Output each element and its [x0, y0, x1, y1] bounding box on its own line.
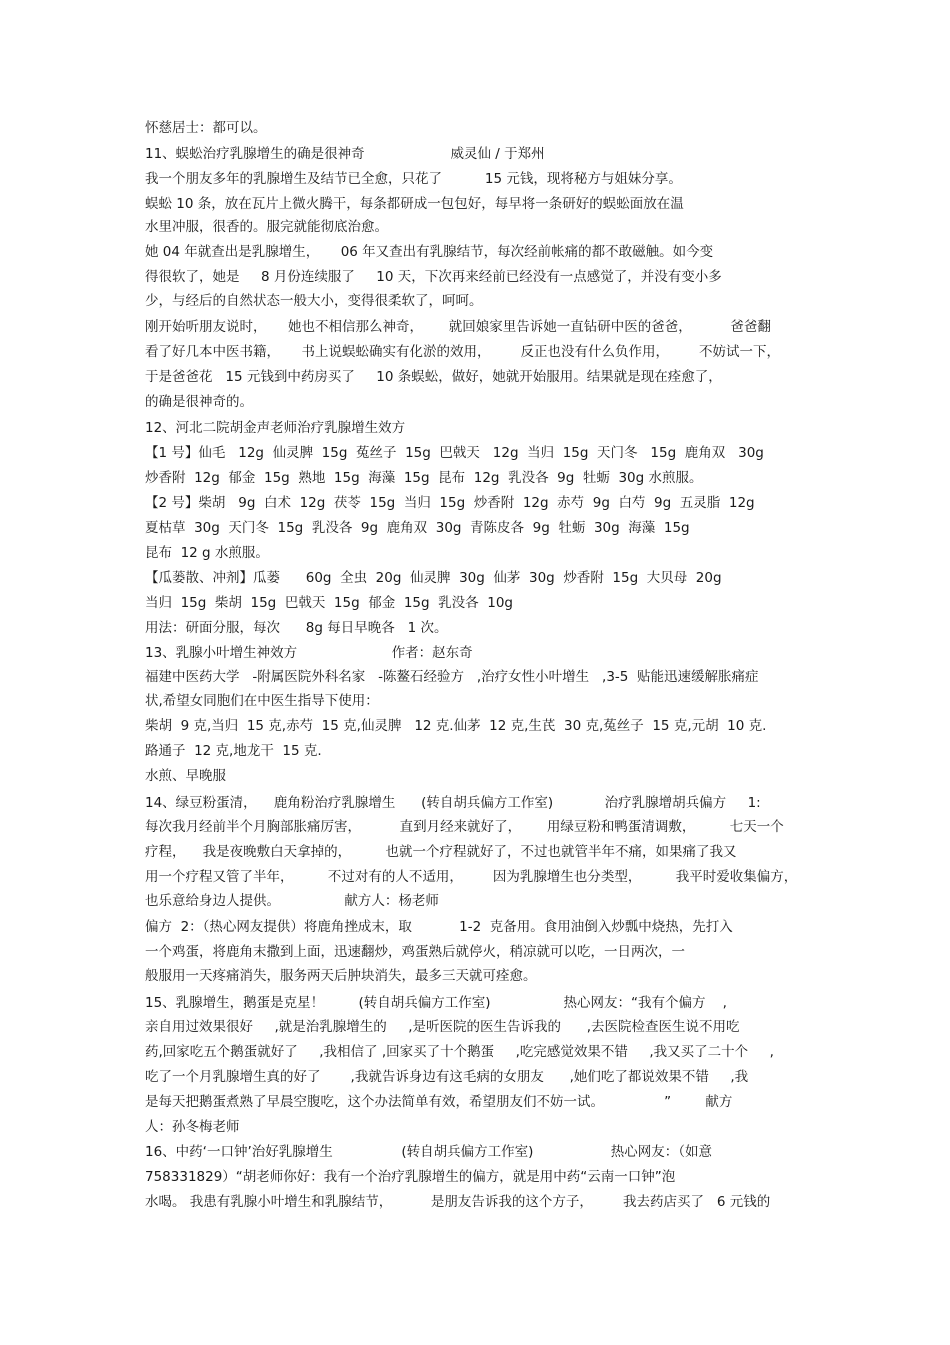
text-line: 是每天把鹅蛋煮熟了早晨空腹吃，这个办法简单有效，希望朋友们不妨一试。 ” 献方 [145, 1094, 733, 1110]
text-line: 看了好几本中医书籍， 书上说蜈蚣确实有化淤的效用， 反正也没有什么负作用， 不妨试一下， [145, 344, 781, 360]
section-heading: 15、乳腺增生，鹅蛋是克星！ (转自胡兵偏方工作室) 热心网友：“我有个偏方 , [145, 995, 727, 1011]
text-line: 【1 号】仙毛 12g 仙灵脾 15g 菟丝子 15g 巴戟天 12g 当归 15g 天门冬 15g 鹿角双 30g [145, 445, 764, 461]
text-line: 夏枯草 30g 天门冬 15g 乳没各 9g 鹿角双 30g 青陈皮各 9g 牡蛎 30g 海藻 15g [145, 520, 690, 536]
text-line: 【瓜蒌散、冲剂】瓜蒌 60g 全虫 20g 仙灵脾 30g 仙茅 30g 炒香附 15g 大贝母 20g [145, 570, 722, 586]
section-heading: 14、绿豆粉蛋清， 鹿角粉治疗乳腺增生 (转自胡兵偏方工作室) 治疗乳腺增胡兵偏方 1: [145, 795, 761, 811]
text-line: 柴胡 9 克,当归 15 克,赤芍 15 克,仙灵脾 12 克.仙茅 12 克,生芪 30 克,菟丝子 15 克,元胡 10 克. [145, 718, 767, 734]
text-line: 状,希望女同胞们在中医生指导下使用： [145, 693, 379, 709]
text-line: 蜈蚣 10 条，放在瓦片上微火腾干，每条都研成一包包好，每早将一条研好的蜈蚣面放在温 [145, 196, 684, 212]
section-heading: 16、中药‘一口钟’治好乳腺增生 (转自胡兵偏方工作室) 热心网友：（如意 [145, 1144, 712, 1160]
text-line: 758331829）“胡老师你好：我有一个治疗乳腺增生的偏方，就是用中药“云南一口钟”泡 [145, 1169, 676, 1185]
text-line: 药,回家吃五个鹅蛋就好了 ,我相信了 ,回家买了十个鹅蛋 ,吃完感觉效果不错 ,我又买了二十个 , [145, 1044, 774, 1060]
text-line: 一个鸡蛋，将鹿角末撒到上面，迅速翻炒，鸡蛋熟后就停火，稍凉就可以吃，一日两次，一 [145, 944, 685, 960]
text-line: 【2 号】柴胡 9g 白术 12g 茯苓 15g 当归 15g 炒香附 12g 赤芍 9g 白芍 9g 五灵脂 12g [145, 495, 755, 511]
text-line: 当归 15g 柴胡 15g 巴戟天 15g 郁金 15g 乳没各 10g [145, 595, 513, 611]
text-line: 的确是很神奇的。 [145, 394, 253, 410]
text-line: 用一个疗程又管了半年， 不过对有的人不适用， 因为乳腺增生也分类型， 我平时爱收集偏方， [145, 869, 798, 885]
section-heading: 11、蜈蚣治疗乳腺增生的确是很神奇 威灵仙 / 于郑州 [145, 146, 545, 162]
text-line: 少，与经后的自然状态一般大小，变得很柔软了，呵呵。 [145, 293, 483, 309]
text-line: 我一个朋友多年的乳腺增生及结节已全愈，只花了 15 元钱，现将秘方与姐妹分享。 [145, 171, 682, 187]
section-heading: 13、乳腺小叶增生神效方 作者：赵东奇 [145, 645, 473, 661]
text-line: 水喝。 我患有乳腺小叶增生和乳腺结节， 是朋友告诉我的这个方子， 我去药店买了 6 元钱的 [145, 1194, 771, 1210]
text-line: 得很软了，她是 8 月份连续服了 10 天，下次再来经前已经没有一点感觉了，并没有变小多 [145, 269, 722, 285]
text-line: 炒香附 12g 郁金 15g 熟地 15g 海藻 15g 昆布 12g 乳没各 9g 牡蛎 30g 水煎服。 [145, 470, 703, 486]
text-line: 人：孙冬梅老师 [145, 1119, 240, 1135]
text-line: 偏方 2：（热心网友提供）将鹿角挫成末，取 1-2 克备用。食用油倒入炒瓢中烧热，先打入 [145, 919, 733, 935]
text-line: 也乐意给身边人提供。 献方人：杨老师 [145, 893, 439, 909]
text-line: 吃了一个月乳腺增生真的好了 ,我就告诉身边有这毛病的女朋友 ,她们吃了都说效果不错 ,我 [145, 1069, 749, 1085]
text-line: 般服用一天疼痛消失，服务两天后肿块消失，最多三天就可痊愈。 [145, 968, 537, 984]
section-heading: 12、河北二院胡金声老师治疗乳腺增生效方 [145, 420, 406, 436]
text-line: 怀慈居士：都可以。 [145, 120, 267, 136]
text-line: 每次我月经前半个月胸部胀痛厉害， 直到月经来就好了， 用绿豆粉和鸭蛋清调敷， 七天一个 [145, 819, 784, 835]
text-line: 路通子 12 克,地龙干 15 克. [145, 743, 322, 759]
text-line: 亲自用过效果很好 ,就是治乳腺增生的 ,是听医院的医生告诉我的 ,去医院检查医生说不用吃 [145, 1019, 740, 1035]
text-line: 刚开始听朋友说时， 她也不相信那么神奇， 就回娘家里告诉她一直钻研中医的爸爸， 爸爸翻 [145, 319, 771, 335]
text-line: 水煎、早晚服 [145, 768, 226, 784]
text-line: 水里冲服，很香的。服完就能彻底治愈。 [145, 219, 388, 235]
text-line: 昆布 12 g 水煎服。 [145, 545, 269, 561]
text-line: 于是爸爸花 15 元钱到中药房买了 10 条蜈蚣，做好，她就开始服用。结果就是现在痊愈了， [145, 369, 722, 385]
text-line: 疗程， 我是夜晚敷白天拿掉的， 也就一个疗程就好了，不过也就管半年不痛，如果痛了我又 [145, 844, 737, 860]
text-line: 用法：研面分服，每次 8g 每日早晚各 1 次。 [145, 620, 448, 636]
text-line: 她 04 年就查出是乳腺增生， 06 年又查出有乳腺结节，每次经前帐痛的都不敢磁触。如今变 [145, 244, 714, 260]
text-line: 福建中医药大学 -附属医院外科名家 -陈鳌石经验方 ,治疗女性小叶增生 ,3-5 贴能迅速缓解胀痛症 [145, 669, 759, 685]
